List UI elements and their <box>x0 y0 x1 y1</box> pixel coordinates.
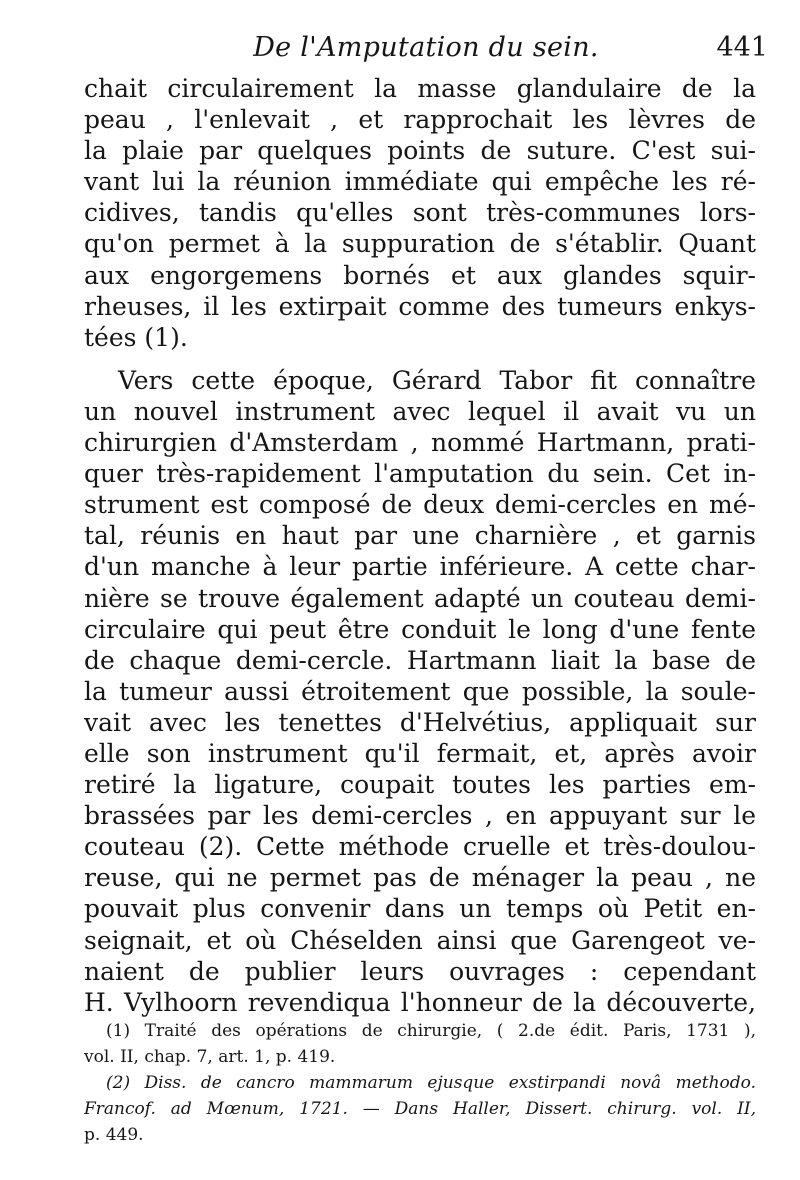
text-line: tées (1). <box>84 322 188 352</box>
footnote-line: (1) Traité des opérations de chirurgie, ( 2.de édit. Paris, 1731 ), <box>106 1021 756 1041</box>
text-line: Vers cette époque, Gérard Tabor fit connaître <box>118 365 756 395</box>
text-line: d'un manche à leur partie inférieure. A cette char- <box>84 552 756 582</box>
text-line: elle son instrument qu'il fermait, et, après avoir <box>84 738 756 768</box>
text-line: quer très-rapidement l'amputation du sein. Cet in- <box>84 459 756 489</box>
footnote-line: (2) Diss. de cancro mammarum ejusque exstirpandi novâ methodo. <box>106 1073 756 1093</box>
text-line: cidives, tandis qu'elles sont très-communes lors- <box>84 198 756 228</box>
text-line: circulaire qui peut être conduit le long d'une fente <box>84 614 756 644</box>
body-text <box>84 73 756 1018</box>
text-line: couteau (2). Cette méthode cruelle et très-doulou- <box>84 832 756 862</box>
text-line: seignait, et où Chéselden ainsi que Garengeot ve- <box>84 925 756 955</box>
text-line: la tumeur aussi étroitement que possible, la soule- <box>84 676 756 706</box>
paragraph-break <box>84 353 756 365</box>
text-line: retiré la ligature, coupait toutes les parties em- <box>84 770 756 800</box>
text-line: strument est composé de deux demi-cercles en mé- <box>84 490 756 520</box>
text-line: vait avec les tenettes d'Helvétius, appliquait sur <box>84 707 756 737</box>
text-line: reuse, qui ne permet pas de ménager la peau , ne <box>84 863 756 893</box>
text-line: chirurgien d'Amsterdam , nommé Hartmann, prati- <box>84 428 756 458</box>
footnote-line: p. 449. <box>84 1125 144 1145</box>
text-line: tal, réunis en haut par une charnière , et garnis <box>84 521 756 551</box>
text-line: vant lui la réunion immédiate qui empêche les ré- <box>84 167 756 197</box>
text-line: rheuses, il les extirpait comme des tumeurs enkys- <box>84 291 756 321</box>
text-line: naient de publier leurs ouvrages : cependant <box>84 956 756 986</box>
text-line: nière se trouve également adapté un couteau demi- <box>84 583 756 613</box>
text-line: aux engorgemens bornés et aux glandes squir- <box>84 260 756 290</box>
text-line: chait circulairement la masse glandulaire de la <box>84 74 756 103</box>
text-line: pouvait plus convenir dans un temps où Petit en- <box>84 894 756 924</box>
running-head <box>84 28 768 68</box>
text-line: H. Vylhoorn revendiqua l'honneur de la découverte, <box>84 987 756 1017</box>
text-line: qu'on permet à la suppuration de s'établir. Quant <box>84 229 756 259</box>
footnote-line: vol. II, chap. 7, art. 1, p. 419. <box>84 1047 336 1067</box>
text-line: brassées par les demi-cercles , en appuyant sur le <box>84 801 756 831</box>
footnotes <box>84 1018 756 1148</box>
text-line: de chaque demi-cercle. Hartmann liait la base de <box>84 645 756 675</box>
running-title: De l'Amputation du sein. <box>253 32 599 63</box>
text-line: la plaie par quelques points de suture. C'est sui- <box>84 136 756 166</box>
text-line: un nouvel instrument avec lequel il avait vu un <box>84 396 756 426</box>
page-number: 441 <box>716 32 768 63</box>
footnote-line: Francof. ad Mœnum, 1721. — Dans Haller, Dissert. chirurg. vol. II, <box>84 1099 756 1119</box>
text-line: peau , l'enlevait , et rapprochait les lèvres de <box>84 105 756 135</box>
